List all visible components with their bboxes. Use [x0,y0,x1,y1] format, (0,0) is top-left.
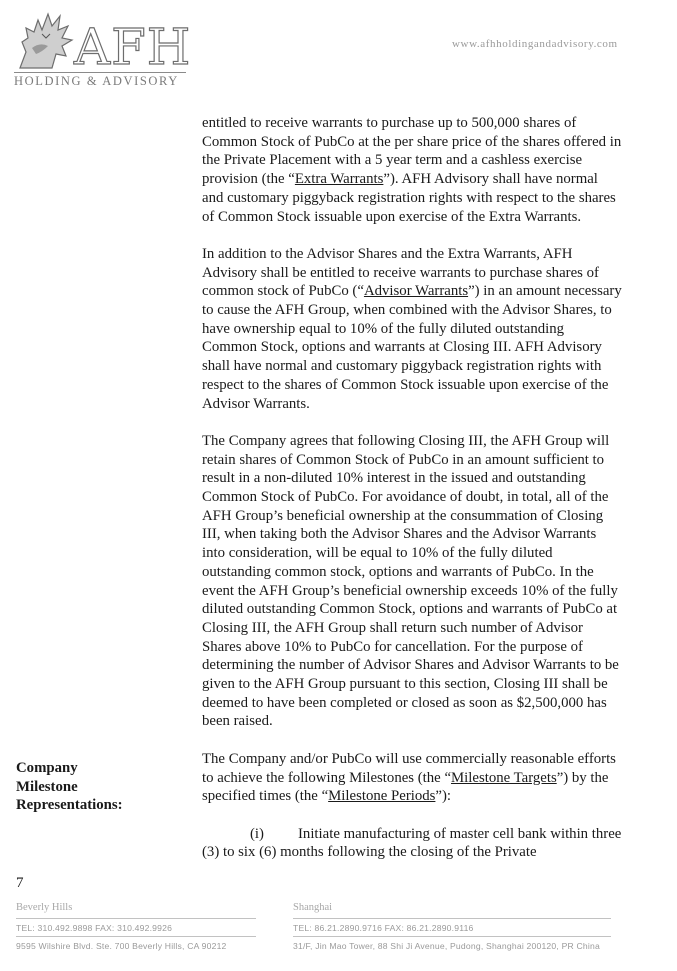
term-extra-warrants: Extra Warrants [294,171,384,188]
item-text: Initiate manufacturing of master cell bank within three (3) to six (6) months following the closing of the Private [202,825,622,861]
item-number: (i) [250,825,264,842]
milestone-item-i [202,825,622,862]
afh-logo [12,8,192,88]
page-number: 7 [16,875,24,891]
document-body [202,114,622,881]
office-city: Beverly Hills [16,902,73,913]
office-address: 31/F, Jin Mao Tower, 88 Shi Ji Avenue, Pudong, Shanghai 200120, PR China [293,941,600,951]
term-advisor-warrants: Advisor Warrants [363,283,469,300]
logo-letters: AFH [74,18,192,76]
footer-shanghai [293,902,611,954]
office-contact: TEL: 86.21.2890.9716 FAX: 86.21.2890.9116 [293,923,474,933]
office-contact: TEL: 310.492.9898 FAX: 310.492.9926 [16,923,173,933]
paragraph-advisor-warrants: In addition to the Advisor Shares and the Extra Warrants, AFH Advisory shall be entitled to receive warrants to purchase shares of common stock of PubCo (“Advisor Warrants”) in an amount necessary to cause the AFH Group, when combined with the Advisor Shares, to have ownership equal to 10% of the fully diluted outstanding Common Stock, options and warrants at Closing III. AFH Advisory shall have normal and customary piggyback registration rights with respect to the shares of Common Stock issuable upon exercise of the Advisor Warrants. [202,245,622,412]
office-address: 9595 Wilshire Blvd. Ste. 700 Beverly Hills, CA 90212 [16,941,227,951]
section-label: Company Milestone Representations: [16,760,123,814]
term-milestone-periods: Milestone Periods [328,788,436,805]
griffin-emblem-icon [12,8,82,72]
footer-beverly-hills [16,902,256,954]
logo-subtitle: HOLDING & ADVISORY [14,72,186,89]
paragraph-milestones: The Company and/or PubCo will use commercially reasonable efforts to achieve the following Milestones (the “Milestone Targets”) by the specified times (the “Milestone Periods”): [202,750,616,805]
term-milestone-targets: Milestone Targets [451,769,557,786]
paragraph-closing-iii: The Company agrees that following Closing III, the AFH Group will retain shares of Common Stock of PubCo in an amount sufficient to result in a non-diluted 10% interest in the issued and outstanding Common Stock of PubCo. For avoidance of doubt, in total, all of the AFH Group’s beneficial ownership at the consummation of Closing III, when taking both the Advisor Shares and the Advisor Warrants into consideration, will be equal to 10% of the fully diluted outstanding common stock, options and warrants of PubCo. In the event the AFH Group’s beneficial ownership exceeds 10% of the fully diluted outstanding Common Stock, options and warrants of PubCo at Closing III, the AFH Group shall return such number of Advisor Shares above 10% to PubCo for cancellation. For the purpose of determining the number of Advisor Shares and Advisor Warrants to be given to the AFH Group pursuant to this section, Closing III shall be deemed to have been completed or closed as soon as $2,500,000 has been raised. [202,432,619,730]
paragraph-extra-warrants: entitled to receive warrants to purchase up to 500,000 shares of Common Stock of PubCo at the per share price of the shares offered in the Private Placement with a 5 year term and a cashless exercise provision (the “Extra Warrants”). AFH Advisory shall have normal and customary piggyback registration rights with respect to the shares of Common Stock issuable upon exercise of the Extra Warrants. [202,115,622,225]
office-city: Shanghai [293,902,333,913]
website-url: www.afhholdingandadvisory.com [452,38,618,50]
